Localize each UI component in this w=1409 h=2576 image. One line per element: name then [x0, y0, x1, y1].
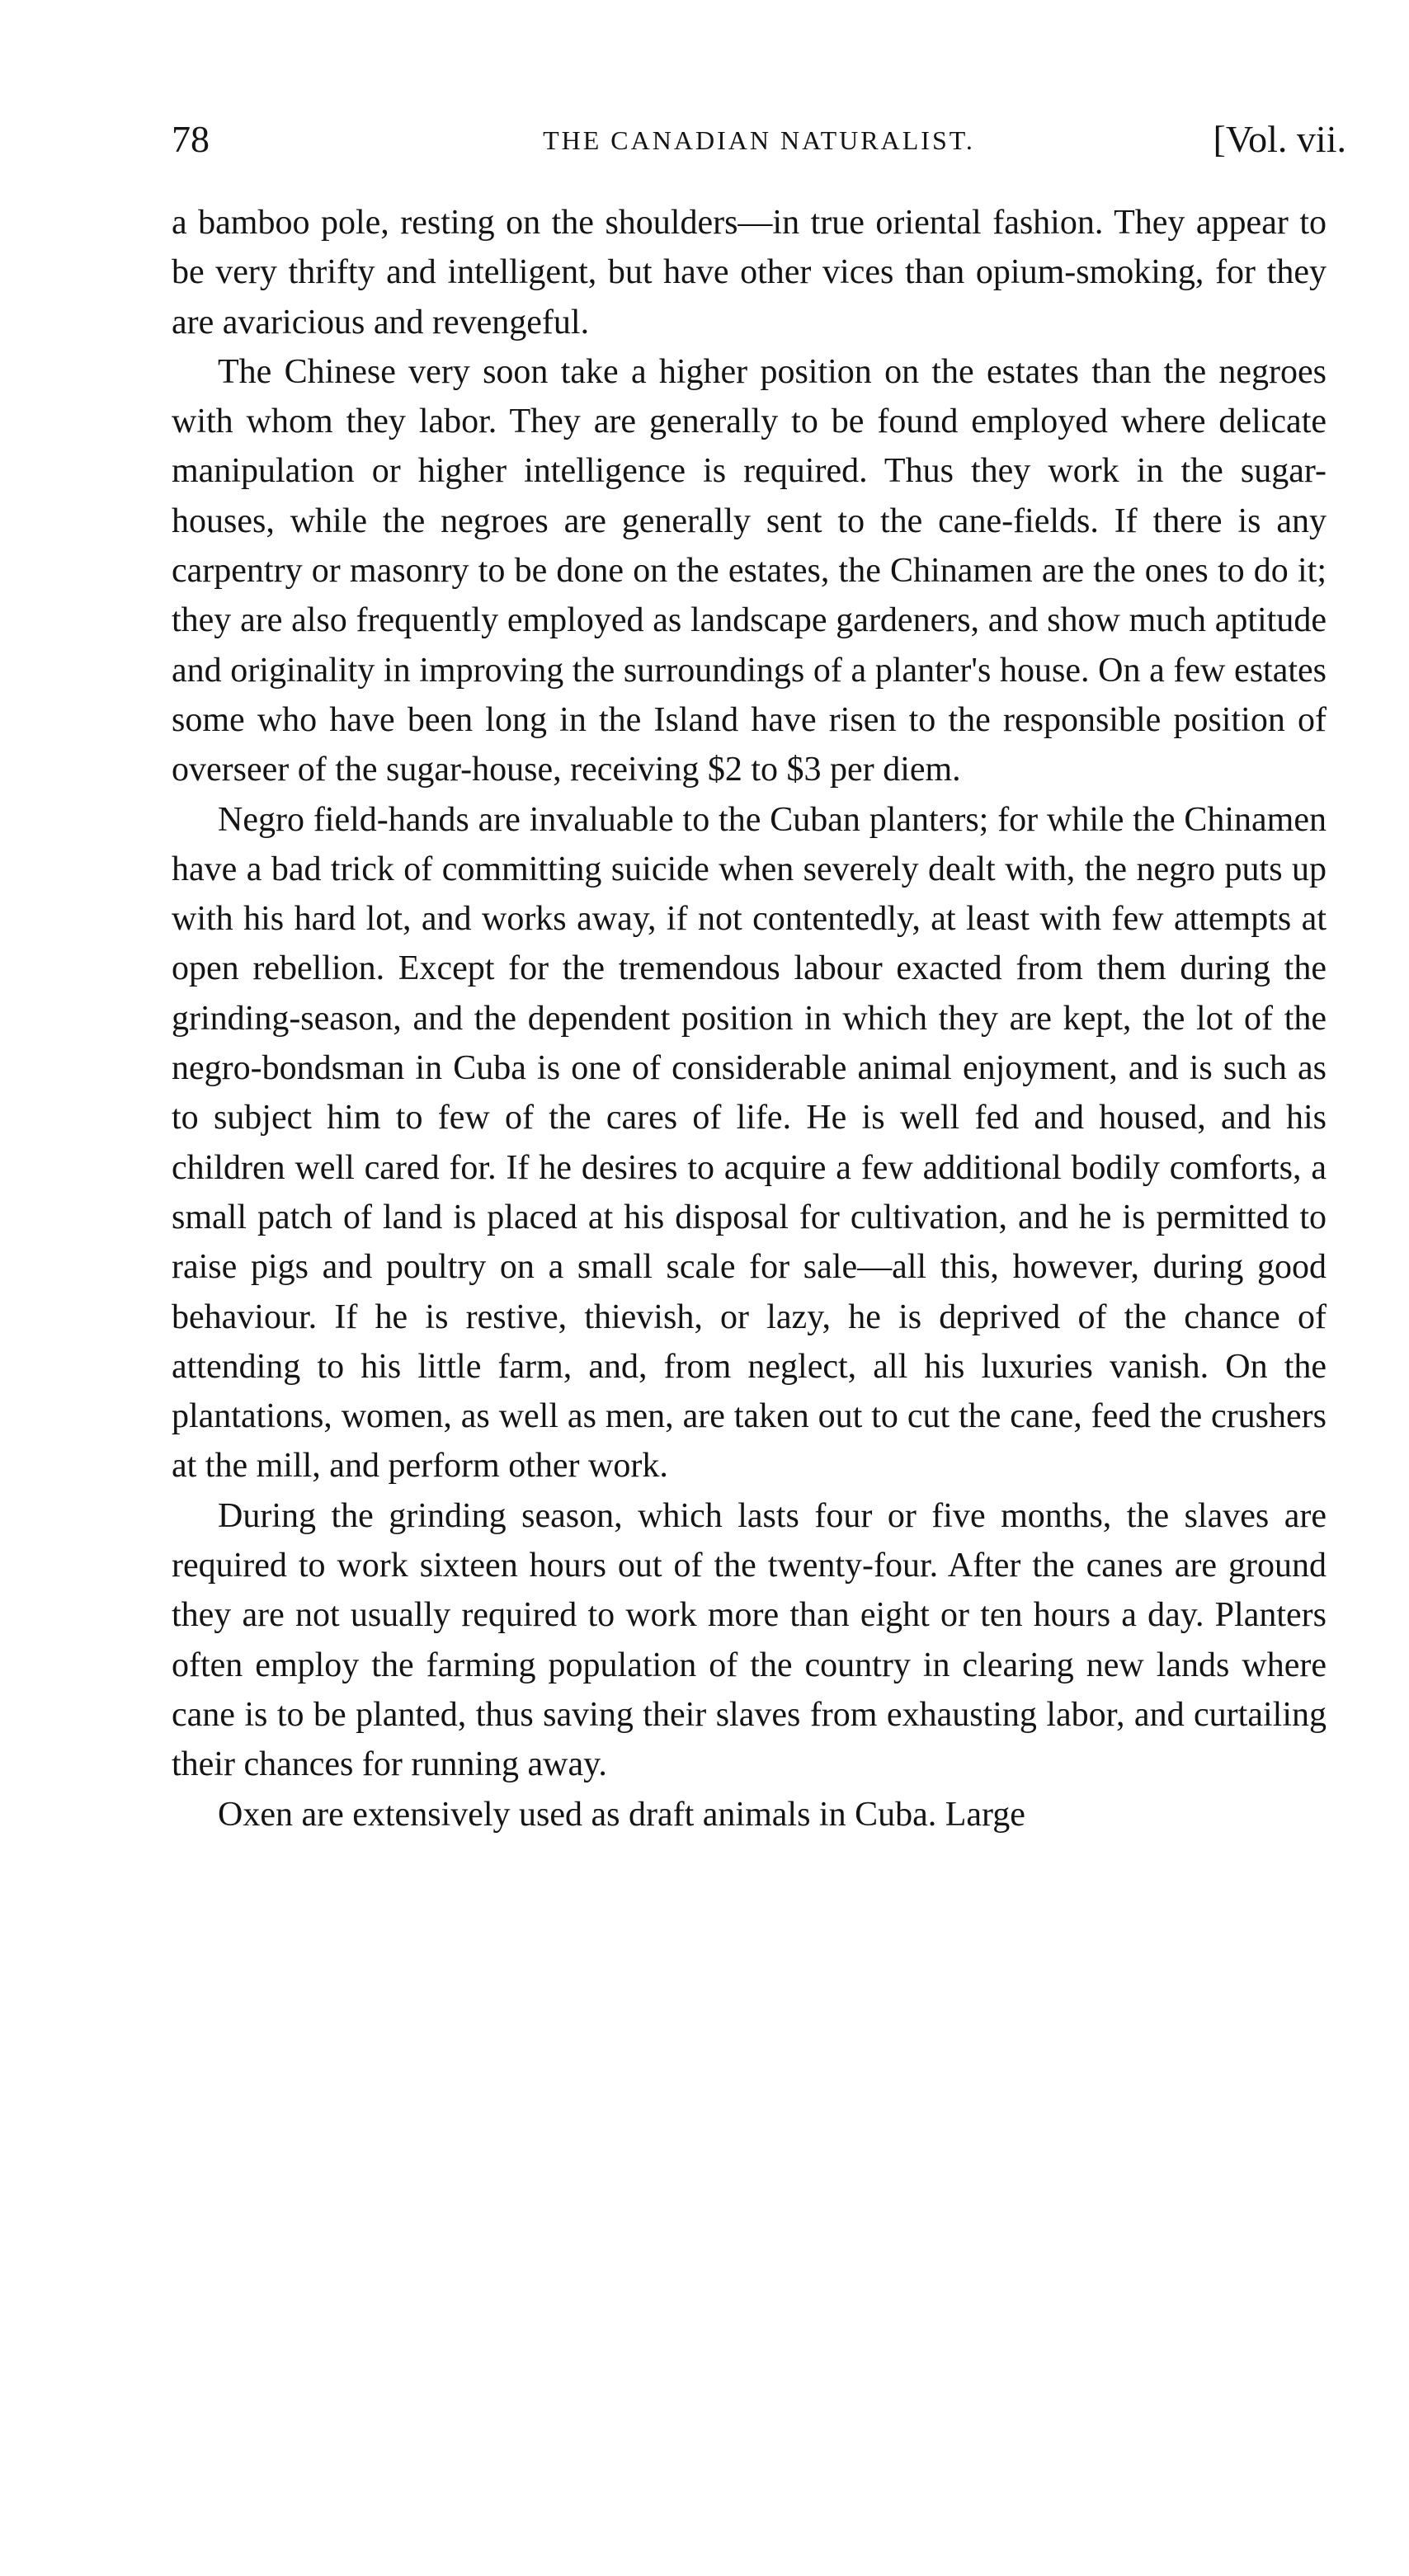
journal-title: THE CANADIAN NATURALIST.	[543, 125, 975, 155]
paragraph: During the grinding season, which lasts four or five months, the slaves are required to work sixteen hours out of the twenty-four. After the canes are ground they are not usually required to work more than eight or ten hours a day. Planters often employ the farming population of the country in clearing new lands where cane is to be planted, thus saving their slaves from exhausting labor, and curtailing their chances for running away.	[172, 1496, 1327, 1784]
page-number: 78	[172, 118, 210, 160]
paragraph: a bamboo pole, resting on the shoulders—in true oriental fashion. They appear to be very thrifty and intelligent, but have other vices than opium-smoking, for they are avaricious and revengeful.	[172, 204, 1327, 341]
paragraph: Oxen are extensively used as draft animals in Cuba. Large	[218, 1795, 1025, 1834]
paragraph: The Chinese very soon take a higher position on the estates than the negroes with whom they labor. They are generally to be found employed where delicate manipulation or higher intelligence is required. Thus they work in the sugar-houses, while the negroes are generally sent to the cane-fields. If there is any carpentry or masonry to be done on the estates, the Chinamen are the ones to do it; they are also frequently employed as landscape gardeners, and show much aptitude and originality in improving the surroundings of a planter's house. On a few estates some who have been long in the Island have risen to the responsible position of overseer of the sugar-house, receiving $2 to $3 per diem.	[172, 352, 1327, 789]
running-head	[172, 117, 1346, 177]
volume-label: [Vol. vii.	[1213, 118, 1346, 160]
paragraph: Negro field-hands are invaluable to the Cuban planters; for while the Chinamen have a bad trick of committing suicide when severely dealt with, the negro puts up with his hard lot, and works away, if not contentedly, at least with few attempts at open rebellion. Except for the tremendous labour exacted from them during the grinding-season, and the dependent position in which they are kept, the lot of the negro-bondsman in Cuba is one of considerable animal enjoyment, and is such as to subject him to few of the cares of life. He is well fed and housed, and his children well cared for. If he desires to acquire a few additional bodily comforts, a small patch of land is placed at his disposal for cultivation, and he is permitted to raise pigs and poultry on a small scale for sale—all this, however, during good behaviour. If he is restive, thievish, or lazy, he is deprived of the chance of attending to his little farm, and, from neglect, all his luxuries vanish. On the plantations, women, as well as men, are taken out to cut the cane, feed the crushers at the mill, and perform other work.	[172, 800, 1327, 1486]
article-body	[172, 198, 1327, 1839]
